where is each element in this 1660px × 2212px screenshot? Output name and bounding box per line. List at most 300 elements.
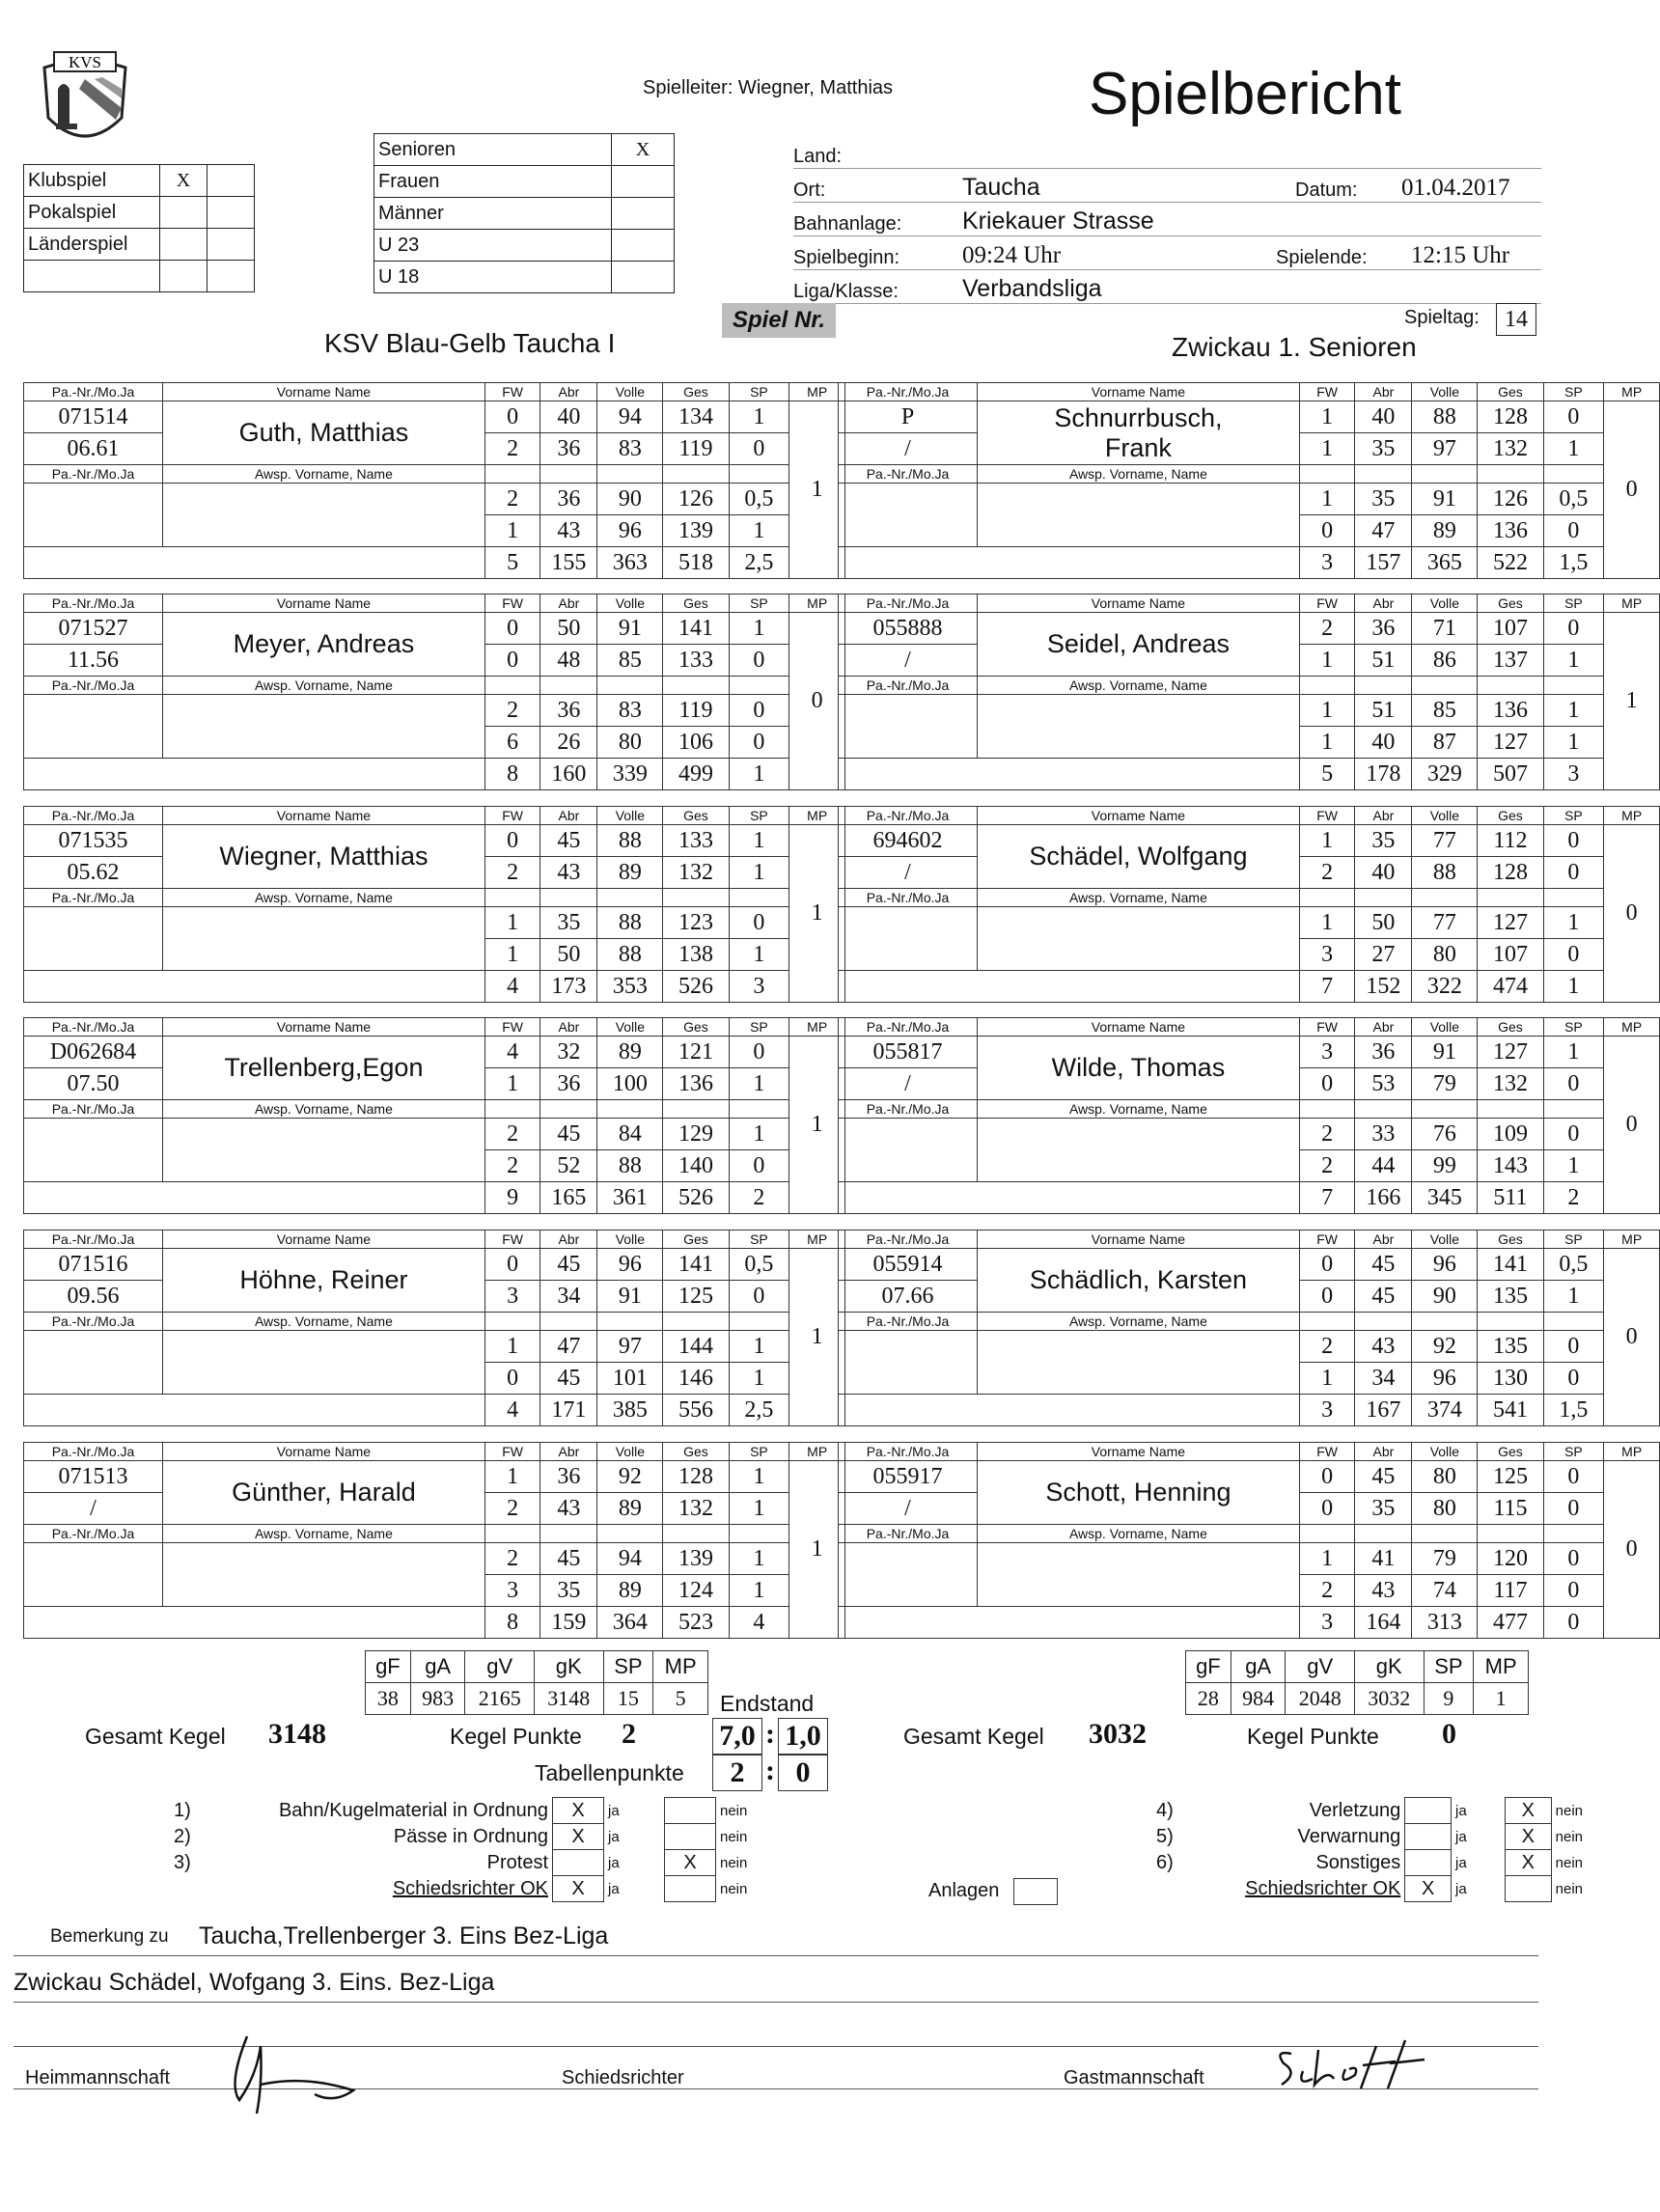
score-cell: 0,5 — [1543, 484, 1604, 515]
score-cell: 45 — [540, 1249, 597, 1281]
player-name-line: Schädel, Wolfgang — [1029, 842, 1248, 871]
guest-table-points: 0 — [778, 1755, 828, 1791]
empty-cell — [484, 1313, 540, 1331]
score-cell: 89 — [597, 1575, 663, 1607]
total-spacer — [839, 759, 1300, 790]
column-header: Awsp. Vorname, Name — [978, 1100, 1300, 1119]
column-header: MP — [1604, 383, 1660, 401]
score-cell: 2 — [484, 695, 540, 727]
check-label: Sonstiges — [1315, 1851, 1401, 1873]
total-cell: 385 — [597, 1395, 663, 1426]
match-points: 0 — [1604, 1037, 1660, 1214]
summary-value: 984 — [1231, 1683, 1286, 1715]
column-header: Awsp. Vorname, Name — [978, 677, 1300, 695]
score-cell: 76 — [1412, 1119, 1478, 1150]
player-name-line: Wiegner, Matthias — [219, 842, 429, 871]
score-cell: 1 — [729, 515, 789, 547]
empty-cell — [1299, 465, 1355, 484]
score-cell: 45 — [540, 1119, 597, 1150]
anlagen-checkbox[interactable] — [1013, 1878, 1058, 1905]
score-cell: 126 — [1478, 484, 1543, 515]
score-cell: 36 — [540, 695, 597, 727]
empty-cell — [1299, 1100, 1355, 1119]
score-cell: 35 — [1355, 825, 1412, 857]
liga-value: Verbandsliga — [962, 275, 1102, 302]
player-year: 09.56 — [24, 1281, 163, 1313]
substitute-name — [163, 1543, 485, 1607]
score-cell: 3 — [484, 1281, 540, 1313]
score-cell: 1 — [729, 1068, 789, 1100]
empty-cell — [1543, 1100, 1604, 1119]
score-cell: 44 — [1355, 1150, 1412, 1182]
score-cell: 141 — [663, 1249, 729, 1281]
score-cell: 0 — [729, 1281, 789, 1313]
nein-checkbox[interactable]: X — [1505, 1850, 1551, 1876]
score-cell: 1 — [1543, 907, 1604, 939]
score-cell: 1 — [484, 515, 540, 547]
empty-cell — [597, 1100, 663, 1119]
nein-label: nein — [1555, 1854, 1583, 1871]
home-signature — [218, 2017, 450, 2123]
player-block — [23, 806, 845, 1003]
player-number: 071513 — [24, 1461, 163, 1493]
score-cell: 133 — [663, 825, 729, 857]
check-label: Bahn/Kugelmaterial in Ordnung — [278, 1799, 548, 1821]
checklist-table — [170, 1797, 751, 1902]
column-header: Abr — [1355, 1018, 1412, 1037]
column-header: Ges — [663, 383, 729, 401]
match-points: 1 — [1604, 613, 1660, 790]
score-cell: 33 — [1355, 1119, 1412, 1150]
check-number: 4) — [1156, 1799, 1174, 1821]
total-cell: 364 — [597, 1607, 663, 1639]
player-number: 071516 — [24, 1249, 163, 1281]
player-block — [23, 594, 845, 790]
score-cell: 109 — [1478, 1119, 1543, 1150]
score-cell: 0 — [484, 1249, 540, 1281]
score-cell: 2 — [1299, 857, 1355, 889]
summary-value: 3148 — [535, 1683, 604, 1715]
table-colon: : — [765, 1755, 775, 1786]
ja-checkbox[interactable] — [553, 1850, 604, 1876]
player-number: 694602 — [839, 825, 978, 857]
player-year: / — [839, 433, 978, 465]
summary-header: gF — [1186, 1651, 1231, 1683]
score-cell: 0 — [1543, 613, 1604, 645]
total-cell: 499 — [663, 759, 729, 790]
score-cell: 123 — [663, 907, 729, 939]
column-header: Vorname Name — [163, 383, 485, 401]
column-header: MP — [1604, 1443, 1660, 1461]
score-cell: 3 — [484, 1575, 540, 1607]
score-cell: 0 — [729, 695, 789, 727]
score-cell: 79 — [1412, 1543, 1478, 1575]
column-header: Volle — [597, 1443, 663, 1461]
player-name — [978, 1249, 1300, 1313]
total-cell: 361 — [597, 1182, 663, 1214]
score-cell: 124 — [663, 1575, 729, 1607]
score-cell: 1 — [729, 401, 789, 433]
kvs-logo — [37, 50, 133, 156]
score-cell: 1 — [1543, 727, 1604, 759]
score-cell: 80 — [1412, 939, 1478, 971]
score-cell: 50 — [1355, 907, 1412, 939]
column-header: Pa.-Nr./Mo.Ja — [839, 594, 978, 613]
score-cell: 1 — [1299, 825, 1355, 857]
total-cell: 0 — [1543, 1607, 1604, 1639]
empty-cell — [1355, 1313, 1412, 1331]
score-colon: : — [765, 1718, 775, 1750]
column-header: Ges — [1478, 1443, 1543, 1461]
total-cell: 3 — [1543, 759, 1604, 790]
column-header: Abr — [540, 1018, 597, 1037]
total-cell: 322 — [1412, 971, 1478, 1003]
column-header: SP — [729, 383, 789, 401]
ja-label: ja — [1455, 1828, 1467, 1845]
summary-header: gV — [465, 1651, 535, 1683]
referee-signature-label: Schiedsrichter — [562, 2067, 684, 2088]
player-name — [978, 1037, 1300, 1100]
player-number: P — [839, 401, 978, 433]
score-cell: 0 — [484, 645, 540, 677]
score-cell: 1 — [484, 1331, 540, 1363]
player-year: 05.62 — [24, 857, 163, 889]
score-cell: 50 — [540, 613, 597, 645]
score-cell: 0 — [1543, 1493, 1604, 1525]
score-cell: 0 — [729, 433, 789, 465]
empty-cell — [1543, 1313, 1604, 1331]
player-name-line-2: Frank — [1104, 432, 1172, 462]
player-year: / — [24, 1493, 163, 1525]
total-cell: 8 — [484, 1607, 540, 1639]
player-year: / — [839, 645, 978, 677]
score-cell: 91 — [1412, 1037, 1478, 1068]
score-cell: 40 — [540, 401, 597, 433]
column-header: Volle — [1412, 1230, 1478, 1249]
empty-cell — [1478, 1313, 1543, 1331]
total-spacer — [839, 971, 1300, 1003]
score-cell: 0 — [1543, 1363, 1604, 1395]
column-header: FW — [484, 1018, 540, 1037]
nein-checkbox[interactable] — [1505, 1876, 1551, 1902]
class-box — [374, 133, 675, 293]
empty-cell — [1478, 677, 1543, 695]
player-number: D062684 — [24, 1037, 163, 1068]
score-cell: 1 — [1299, 645, 1355, 677]
column-header: Vorname Name — [163, 1018, 485, 1037]
column-header: Vorname Name — [163, 594, 485, 613]
class-label: Männer — [374, 198, 612, 230]
score-cell: 71 — [1412, 613, 1478, 645]
score-cell: 88 — [597, 825, 663, 857]
column-header: Pa.-Nr./Mo.Ja — [839, 1443, 978, 1461]
ja-checkbox[interactable] — [1405, 1798, 1452, 1824]
substitute-number — [839, 907, 978, 971]
total-cell: 1 — [729, 759, 789, 790]
score-cell: 0 — [1543, 1331, 1604, 1363]
score-cell: 0 — [729, 907, 789, 939]
column-header: Abr — [540, 594, 597, 613]
score-cell: 35 — [540, 907, 597, 939]
column-header: Vorname Name — [978, 1230, 1300, 1249]
score-cell: 100 — [597, 1068, 663, 1100]
score-cell: 135 — [1478, 1331, 1543, 1363]
score-cell: 146 — [663, 1363, 729, 1395]
score-cell: 127 — [1478, 907, 1543, 939]
score-cell: 1 — [1543, 1281, 1604, 1313]
score-cell: 0,5 — [1543, 1249, 1604, 1281]
score-cell: 41 — [1355, 1543, 1412, 1575]
ort-label: Ort: — [793, 180, 826, 201]
score-cell: 144 — [663, 1331, 729, 1363]
column-header: Vorname Name — [978, 594, 1300, 613]
score-cell: 132 — [663, 1493, 729, 1525]
score-cell: 0 — [1543, 939, 1604, 971]
player-name — [163, 825, 485, 889]
column-header: FW — [484, 594, 540, 613]
nein-checkbox[interactable]: X — [1505, 1798, 1551, 1824]
score-cell: 0 — [1543, 515, 1604, 547]
score-cell: 127 — [1478, 727, 1543, 759]
score-cell: 43 — [1355, 1575, 1412, 1607]
score-cell: 119 — [663, 433, 729, 465]
score-cell: 121 — [663, 1037, 729, 1068]
player-name-line: Schädlich, Karsten — [1029, 1265, 1247, 1294]
total-cell: 339 — [597, 759, 663, 790]
player-number: 055888 — [839, 613, 978, 645]
score-cell: 40 — [1355, 857, 1412, 889]
score-cell: 132 — [1478, 1068, 1543, 1100]
guest-signature — [1270, 2031, 1463, 2098]
class-label: U 23 — [374, 230, 612, 262]
game-leader: Spielleiter: Wiegner, Matthias — [643, 77, 894, 98]
column-header: SP — [729, 1443, 789, 1461]
score-cell: 129 — [663, 1119, 729, 1150]
ende-label: Spielende: — [1276, 247, 1368, 268]
score-cell: 0 — [729, 1150, 789, 1182]
player-block — [23, 382, 845, 579]
home-signature-label: Heimmannschaft — [25, 2067, 171, 2088]
class-mark — [612, 166, 675, 198]
score-cell: 1 — [1299, 907, 1355, 939]
guest-signature-label: Gastmannschaft — [1064, 2067, 1204, 2088]
empty-cell — [1543, 1525, 1604, 1543]
nein-checkbox[interactable]: X — [665, 1850, 716, 1876]
score-cell: 83 — [597, 433, 663, 465]
total-cell: 178 — [1355, 759, 1412, 790]
guest-punkte-label: Kegel Punkte — [1247, 1724, 1379, 1749]
substitute-number — [24, 695, 163, 759]
score-cell: 101 — [597, 1363, 663, 1395]
score-cell: 6 — [484, 727, 540, 759]
score-cell: 127 — [1478, 1037, 1543, 1068]
column-header: Volle — [1412, 1443, 1478, 1461]
score-cell: 2 — [484, 1493, 540, 1525]
score-cell: 36 — [1355, 1037, 1412, 1068]
nein-label: nein — [1555, 1802, 1583, 1819]
player-year: 07.50 — [24, 1068, 163, 1100]
column-header: MP — [789, 1443, 845, 1461]
ja-checkbox[interactable] — [1405, 1850, 1452, 1876]
column-header: Pa.-Nr./Mo.Ja — [839, 383, 978, 401]
substitute-number — [839, 1543, 978, 1607]
ja-checkbox[interactable]: X — [553, 1876, 604, 1902]
empty-cell — [540, 465, 597, 484]
score-cell: 80 — [1412, 1493, 1478, 1525]
total-cell: 526 — [663, 971, 729, 1003]
column-header: Pa.-Nr./Mo.Ja — [24, 1018, 163, 1037]
empty-cell — [1412, 1525, 1478, 1543]
anlagen-label: Anlagen — [928, 1880, 1000, 1901]
column-header: FW — [484, 1443, 540, 1461]
player-year: / — [839, 1493, 978, 1525]
total-cell: 159 — [540, 1607, 597, 1639]
column-header: Abr — [540, 1230, 597, 1249]
score-cell: 3 — [1299, 1037, 1355, 1068]
score-cell: 43 — [540, 857, 597, 889]
empty-cell — [663, 1525, 729, 1543]
score-cell: 96 — [597, 1249, 663, 1281]
nein-checkbox[interactable]: X — [1505, 1824, 1551, 1850]
ja-label: ja — [608, 1880, 620, 1897]
ja-checkbox[interactable]: X — [553, 1798, 604, 1824]
total-cell: 4 — [484, 971, 540, 1003]
liga-label: Liga/Klasse: — [793, 281, 899, 302]
player-year: / — [839, 1068, 978, 1100]
column-header: Volle — [597, 594, 663, 613]
summary-header: MP — [1474, 1651, 1529, 1683]
column-header: FW — [484, 807, 540, 825]
nein-checkbox[interactable] — [665, 1798, 716, 1824]
substitute-name — [978, 907, 1300, 971]
empty-cell — [597, 677, 663, 695]
substitute-number — [24, 1119, 163, 1182]
total-cell: 3 — [729, 971, 789, 1003]
column-header: Volle — [1412, 1018, 1478, 1037]
column-header: Volle — [597, 807, 663, 825]
score-cell: 1 — [484, 1461, 540, 1493]
type-mark: X — [160, 165, 208, 197]
total-cell: 164 — [1355, 1607, 1412, 1639]
check-label: Schiedsrichter OK — [1245, 1877, 1401, 1899]
score-cell: 85 — [597, 645, 663, 677]
score-cell: 43 — [1355, 1331, 1412, 1363]
empty-cell — [1412, 465, 1478, 484]
score-cell: 88 — [1412, 857, 1478, 889]
guest-gesamt-value: 3032 — [1089, 1718, 1147, 1750]
total-spacer — [24, 1607, 485, 1639]
ja-checkbox[interactable]: X — [553, 1824, 604, 1850]
column-header: Pa.-Nr./Mo.Ja — [839, 677, 978, 695]
column-header: Pa.-Nr./Mo.Ja — [24, 1100, 163, 1119]
spiel-nr-label: Spiel Nr. — [722, 303, 836, 338]
score-cell: 128 — [1478, 401, 1543, 433]
total-cell: 4 — [729, 1607, 789, 1639]
empty-cell — [729, 465, 789, 484]
type-label: Pokalspiel — [24, 197, 160, 229]
score-cell: 1 — [484, 939, 540, 971]
score-cell: 134 — [663, 401, 729, 433]
column-header: Pa.-Nr./Mo.Ja — [24, 677, 163, 695]
summary-header: gK — [535, 1651, 604, 1683]
column-header: Pa.-Nr./Mo.Ja — [839, 1018, 978, 1037]
column-header: Awsp. Vorname, Name — [978, 465, 1300, 484]
score-cell: 0 — [1299, 1068, 1355, 1100]
score-cell: 2 — [1299, 1331, 1355, 1363]
datum-value: 01.04.2017 — [1401, 175, 1510, 201]
total-cell: 5 — [484, 547, 540, 579]
score-cell: 1 — [1299, 1543, 1355, 1575]
score-cell: 130 — [1478, 1363, 1543, 1395]
score-cell: 2 — [1299, 1119, 1355, 1150]
nein-checkbox[interactable] — [665, 1876, 716, 1902]
score-cell: 85 — [1412, 695, 1478, 727]
score-cell: 128 — [1478, 857, 1543, 889]
score-cell: 0 — [484, 401, 540, 433]
score-cell: 0 — [1543, 401, 1604, 433]
score-cell: 136 — [663, 1068, 729, 1100]
total-cell: 165 — [540, 1182, 597, 1214]
nein-label: nein — [1555, 1828, 1583, 1845]
score-cell: 1 — [1299, 401, 1355, 433]
score-cell: 35 — [1355, 433, 1412, 465]
column-header: Abr — [1355, 807, 1412, 825]
ja-checkbox[interactable] — [1405, 1824, 1452, 1850]
beginn-value: 09:24 Uhr — [962, 242, 1062, 268]
checklist-left — [170, 1797, 751, 1902]
score-cell: 120 — [1478, 1543, 1543, 1575]
player-name-line: Wilde, Thomas — [1051, 1053, 1226, 1082]
type-mark — [160, 229, 208, 261]
score-cell: 43 — [540, 515, 597, 547]
column-header: Ges — [1478, 1018, 1543, 1037]
player-name — [163, 613, 485, 677]
total-cell: 7 — [1299, 1182, 1355, 1214]
land-label: Land: — [793, 146, 843, 167]
column-header: Awsp. Vorname, Name — [163, 465, 485, 484]
score-cell: 136 — [1478, 515, 1543, 547]
nein-checkbox[interactable] — [665, 1824, 716, 1850]
empty-cell — [729, 677, 789, 695]
total-cell: 365 — [1412, 547, 1478, 579]
check-label: Schiedsrichter OK — [392, 1877, 548, 1899]
empty-cell — [1478, 1100, 1543, 1119]
column-header: Ges — [663, 1443, 729, 1461]
player-name-line: Guth, Matthias — [238, 418, 409, 447]
ja-checkbox[interactable]: X — [1405, 1876, 1452, 1902]
home-punkte-value: 2 — [622, 1718, 636, 1750]
home-summary — [365, 1650, 708, 1715]
summary-value: 9 — [1424, 1683, 1474, 1715]
player-name — [978, 613, 1300, 677]
score-cell: 2 — [484, 1150, 540, 1182]
empty-cell — [1543, 889, 1604, 907]
total-cell: 7 — [1299, 971, 1355, 1003]
column-header: SP — [1543, 1230, 1604, 1249]
score-cell: 45 — [1355, 1461, 1412, 1493]
type-mark — [160, 197, 208, 229]
score-cell: 36 — [540, 484, 597, 515]
summary-header: gK — [1355, 1651, 1425, 1683]
page-title: Spielbericht — [1089, 61, 1401, 127]
score-cell: 2 — [484, 857, 540, 889]
score-cell: 86 — [1412, 645, 1478, 677]
score-cell: 88 — [597, 907, 663, 939]
match-points: 1 — [789, 1461, 845, 1639]
class-mark — [612, 230, 675, 262]
score-cell: 135 — [1478, 1281, 1543, 1313]
total-cell: 374 — [1412, 1395, 1478, 1426]
